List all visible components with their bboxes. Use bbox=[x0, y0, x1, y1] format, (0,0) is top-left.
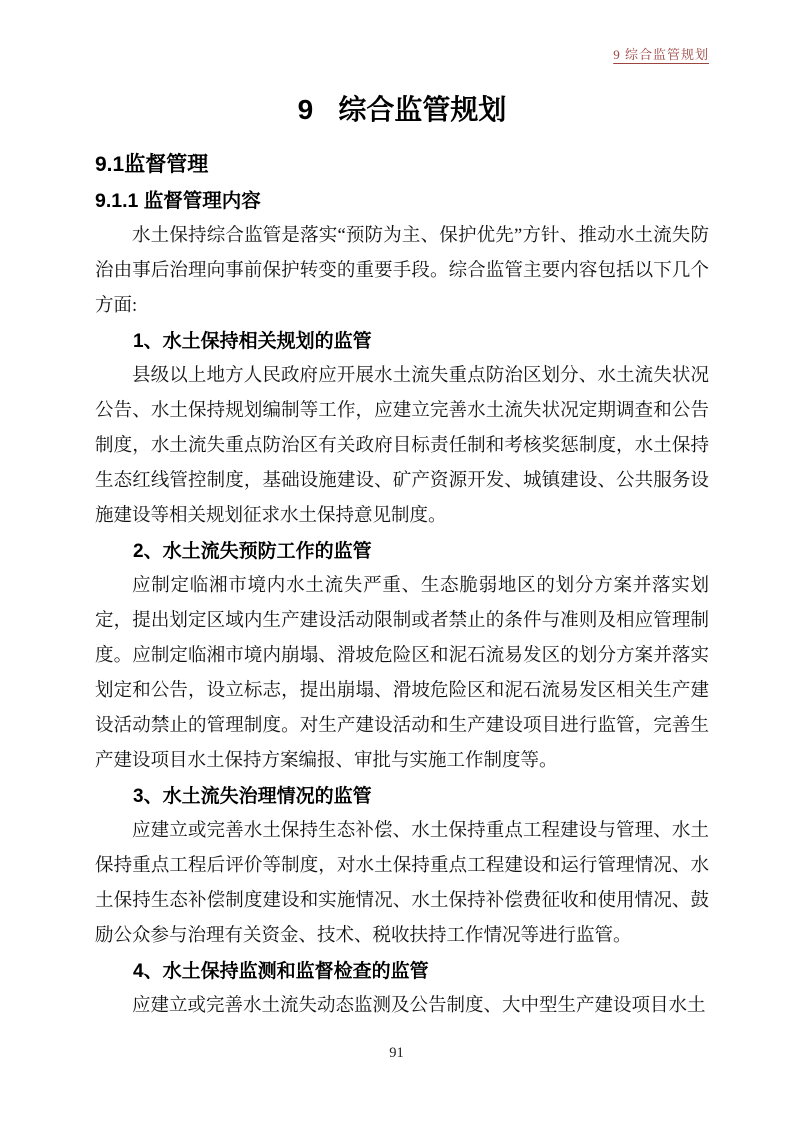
page-title bbox=[95, 90, 709, 130]
page-header bbox=[95, 46, 709, 68]
item-3-paragraph: 应建立或完善水土保持生态补偿、水土保持重点工程建设与管理、水土保持重点工程后评价等制度，对水土保持重点工程建设和运行管理情况、水土保持生态补偿制度建设和实施情况、水土保持补偿费征收和使用情况、鼓励公众参与治理有关资金、技术、税收扶持工作情况等进行监管。 bbox=[95, 821, 709, 946]
page-number: 91 bbox=[389, 1045, 404, 1061]
item-4-paragraph: 应建立或完善水土流失动态监测及公告制度、大中型生产建设项目水土 bbox=[132, 996, 706, 1016]
subsection-heading-9-1-1: 9.1.1 监督管理内容 bbox=[95, 190, 261, 212]
item-3-heading: 3、水土流失治理情况的监管 bbox=[133, 786, 372, 807]
item-2-paragraph: 应制定临湘市境内水土流失严重、生态脆弱地区的划分方案并落实划定，提出划定区域内生产建设活动限制或者禁止的条件与准则及相应管理制度。应制定临湘市境内崩塌、滑坡危险区和泥石流易发区的划分方案并落实划定和公告，设立标志，提出崩塌、滑坡危险区和泥石流易发区相关生产建设活动禁止的管理制度。对生产建设活动和生产建设项目进行监管，完善生产建设项目水土保持方案编报、审批与实施工作制度等。 bbox=[95, 576, 709, 771]
section-heading-9-1: 9.1监督管理 bbox=[95, 153, 209, 176]
item-1-heading: 1、水土保持相关规划的监管 bbox=[133, 331, 372, 352]
document-body bbox=[95, 146, 709, 1024]
item-2-heading: 2、水土流失预防工作的监管 bbox=[133, 541, 372, 562]
page-footer bbox=[0, 1045, 793, 1062]
item-1-paragraph: 县级以上地方人民政府应开展水土流失重点防治区划分、水土流失状况公告、水土保持规划编制等工作，应建立完善水土流失状况定期调查和公告制度，水土流失重点防治区有关政府目标责任制和考核奖惩制度，水土保持生态红线管控制度，基础设施建设、矿产资源开发、城镇建设、公共服务设施建设等相关规划征求水土保持意见制度。 bbox=[95, 366, 709, 526]
intro-paragraph: 水土保持综合监管是落实“预防为主、保护优先”方针、推动水土流失防治由事后治理向事前保护转变的重要手段。综合监管主要内容包括以下几个方面: bbox=[95, 226, 709, 316]
page-title-text: 综合监管规划 bbox=[338, 94, 507, 125]
page-title-number: 9 bbox=[297, 94, 314, 125]
page-header-chapter-label: 9 综合监管规划 bbox=[613, 47, 709, 62]
item-4-heading: 4、水土保持监测和监督检查的监管 bbox=[133, 961, 429, 982]
